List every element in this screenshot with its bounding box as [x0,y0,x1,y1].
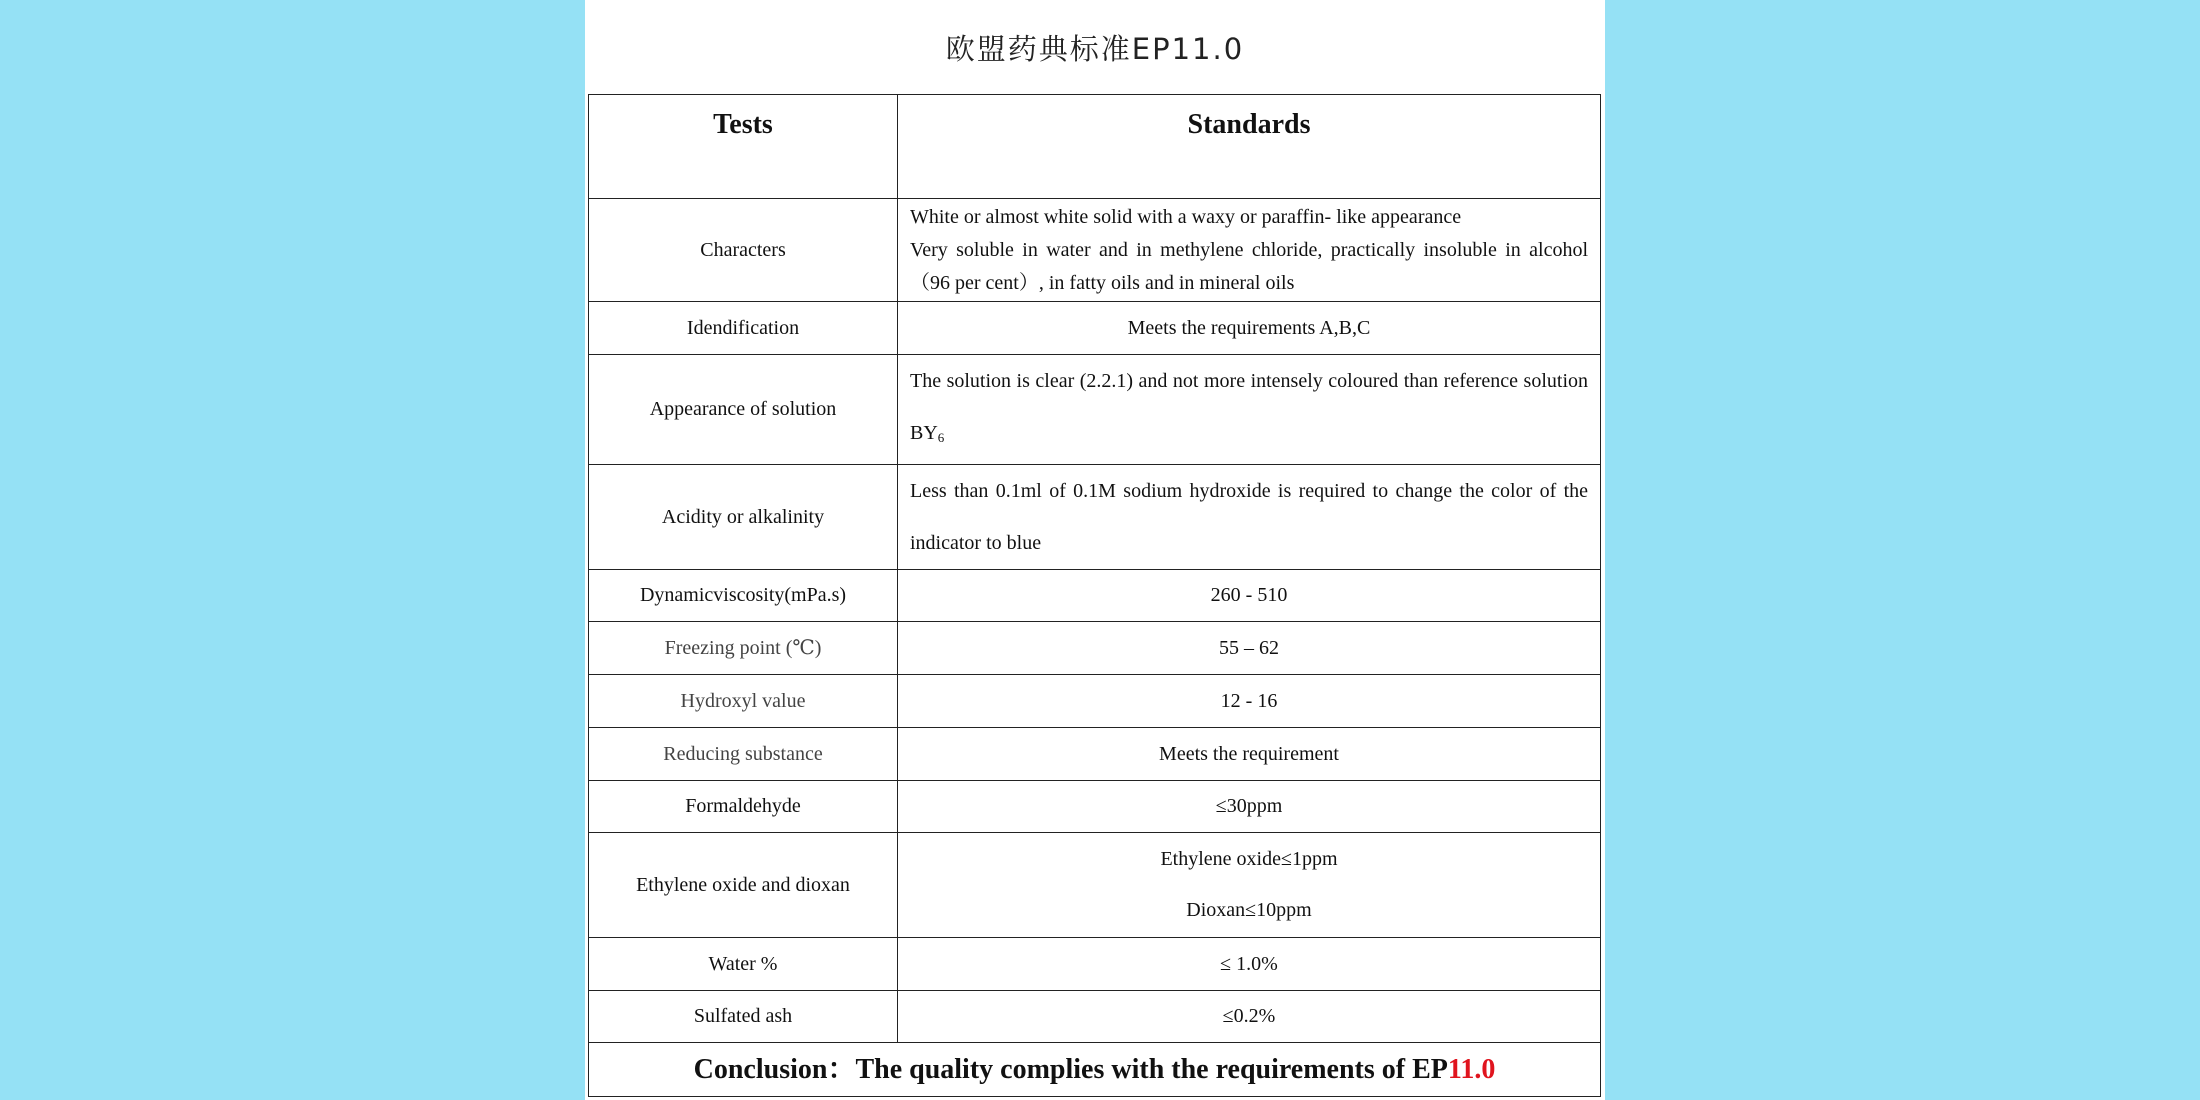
header-tests: Tests [589,95,898,199]
test-name: Appearance of solution [589,355,898,465]
test-name: Water % [589,938,898,991]
standard-value: 12 - 16 [898,675,1601,728]
subscript: 6 [937,430,945,445]
test-name: Idendification [589,302,898,355]
standard-line: Ethylene oxide≤1ppm [1160,848,1338,870]
table-row [589,302,1601,355]
standard-value: 260 - 510 [898,570,1601,622]
standard-line: The solution is clear (2.2.1) and not more intensely coloured than reference solution BY [910,370,1588,444]
standard-line: Dioxan≤10ppm [1186,899,1312,921]
table-row [589,465,1601,570]
test-name: Hydroxyl value [589,675,898,728]
standard-value [898,355,1601,465]
table-header-row [589,95,1601,199]
standard-value: ≤30ppm [898,781,1601,833]
table-row [589,622,1601,675]
test-name: Freezing point (℃) [589,622,898,675]
table-row [589,728,1601,781]
standard-value: 55 – 62 [898,622,1601,675]
test-name: Reducing substance [589,728,898,781]
standard-value [898,833,1601,938]
table-row [589,199,1601,302]
test-name: Formaldehyde [589,781,898,833]
standard-line: Very soluble in water and in methylene chloride, practically insoluble in alcohol （96 per cent）, in fatty oils and in mineral oils [910,238,1588,294]
standard-value [898,199,1601,302]
conclusion [589,1043,1601,1097]
table-row [589,833,1601,938]
test-name: Sulfated ash [589,991,898,1043]
standard-value: Meets the requirement [898,728,1601,781]
table-row [589,675,1601,728]
standard-line: White or almost white solid with a waxy or paraffin- like appearance [910,205,1462,228]
document-title: 欧盟药典标准EP11.0 [945,32,1245,66]
test-name: Ethylene oxide and dioxan [589,833,898,938]
standard-value: Meets the requirements A,B,C [898,302,1601,355]
standard-value: ≤0.2% [898,991,1601,1043]
specification-table [588,94,1618,1097]
table-row [589,355,1601,465]
conclusion-text: Conclusion：The quality complies with the requirements of EP [693,1054,1448,1085]
standard-value: Less than 0.1ml of 0.1M sodium hydroxide is required to change the color of the indicator to blue [898,465,1601,570]
table-row [589,570,1601,622]
conclusion-version: 11.0 [1447,1054,1496,1085]
table-row [589,781,1601,833]
test-name: Characters [589,199,898,302]
table-row [589,991,1601,1043]
conclusion-row [589,1043,1601,1097]
test-name: Dynamicviscosity(mPa.s) [589,570,898,622]
standard-value: ≤ 1.0% [898,938,1601,991]
header-standards: Standards [898,95,1601,199]
test-name: Acidity or alkalinity [589,465,898,570]
document-page [585,0,1618,1100]
table-row [589,938,1601,991]
